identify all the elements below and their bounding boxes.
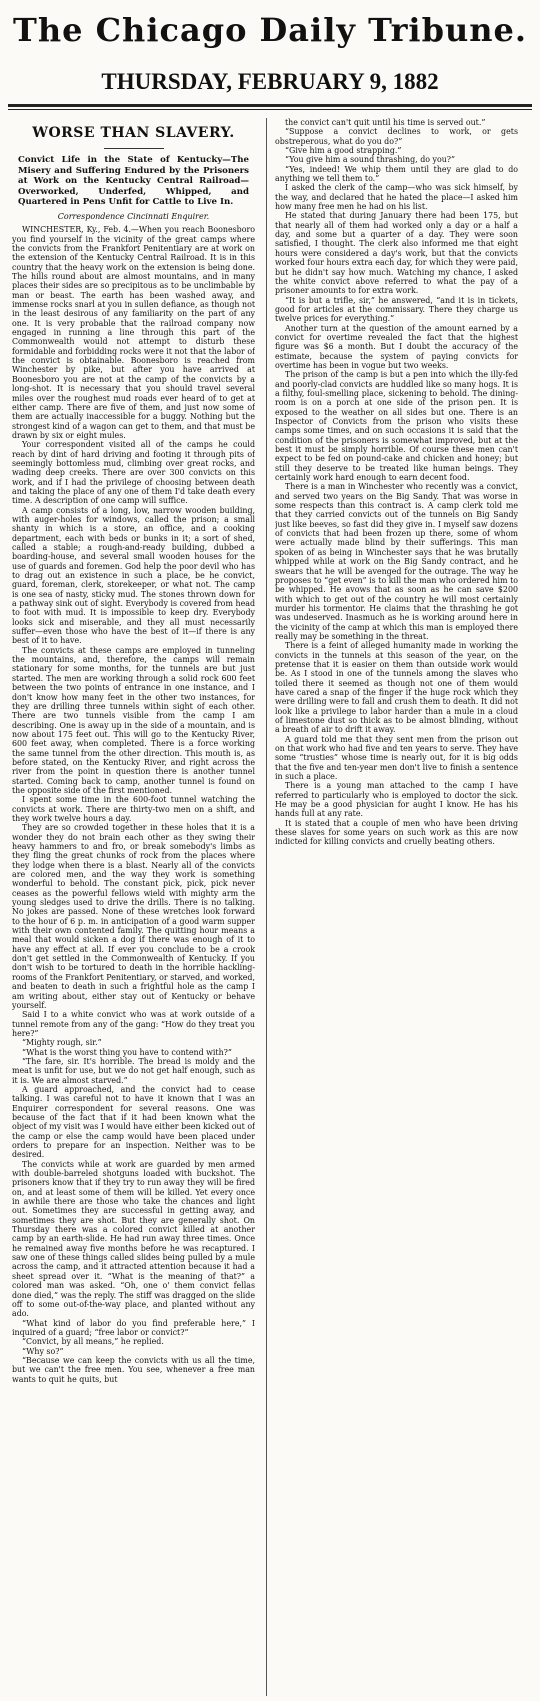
- left-column-body: [12, 225, 255, 1384]
- article-paragraph: “Mighty rough, sir.”: [22, 1038, 102, 1048]
- article-paragraph: “Convict, by all means,” he replied.: [22, 1337, 164, 1347]
- article-paragraph: A camp consists of a long, low, narrow wooden building, with auger-holes for windows, called the prison; a small shanty in which is a store, an office, and a cooking department, each with beds or bunks in it; a sort of shed, called a stable; a rough-and-ready building, dubbed a boarding-house, and several small wooden houses for the use of guards and foremen. God help the poor devil who has to drag out an existence in such a place, be he convict, guard, foreman, clerk, storekeeper, or what not. The camp is one sea of nasty, sticky mud. The stones thrown down for a pathway sink out of sight. Everybody is covered from head to foot with mud. It is impossible to keep dry. Everybody looks sick and miserable, and they all must necessarily suffer—even those who have the best of it—if there is any best of it to have.: [12, 505, 255, 646]
- headline-divider: [104, 148, 164, 149]
- column-right: [275, 118, 518, 958]
- article-paragraph: “Yes, indeed! We whip them until they are glad to do anything we tell them to.”: [275, 164, 518, 184]
- masthead-rule-thin: [8, 109, 532, 110]
- article-paragraph: WINCHESTER, Ky., Feb. 4.—When you reach Boonesboro you find yourself in the vicinity of the great camps where the convicts from the Frankfort Penitentiary are at work on the extension of the Kentucky Central Railroad. It is in this country that the heavy work on the extension is being done. The hills round about are almost mountains, and in many places their sides are so precipitous as to be unclimbable by man or beast. The earth has been washed away, and immense rocks snarl at you in sullen defiance, as though not in the least desirous of any familiarity on the part of any one. It is very probable that the railroad company now engaged in running a line through this part of the Commonwealth would not attempt to disturb these formidable and forbidding rocks were it not that the labor of the convict is obtainable. Boonesboro is reached from Winchester by pike, but after you have arrived at Boonesboro you are not at the camp of the convicts by a long-shot. It is necessary that you should travel several miles over the roughest mud roads ever heard of to get at either camp. There are five of them, and just now some of them are actually inaccessible for a buggy. Nothing but the strongest kind of a wagon can get to them, and that must be drawn by six or eight mules.: [12, 225, 255, 440]
- article-paragraph: I asked the clerk of the camp—who was sick himself, by the way, and declared that he hated the place—I asked him how many free men he had on his list.: [275, 183, 518, 212]
- article-paragraph: “It is but a trifle, sir,” he answered, “and it is in tickets, good for articles at the commissary. There they charge us twelve prices for everything.”: [275, 295, 518, 324]
- article-paragraph: “Because we can keep the convicts with us all the time, but we can't the free men. You see, whenever a free man wants to quit he quits, but: [12, 1355, 255, 1384]
- article-paragraph: “The fare, sir. It's horrible. The bread is moldy and the meat is unfit for use, but we do not get half enough, such as it is. We are almost starved.”: [12, 1056, 255, 1085]
- article-paragraph: There is a young man attached to the camp I have referred to particularly who is employed to doctor the sick. He may be a good physician for aught I know. He has his hands full at any rate.: [275, 781, 518, 819]
- article-deck: Convict Life in the State of Kentucky—The Misery and Suffering Endured by the Prisoners at Work on the Kentucky Central Railroad—Overworked, Underfed, Whipped, and Quartered in Pens Unfit for Cattle to Live In.: [18, 155, 249, 208]
- article-paragraph: The prison of the camp is but a pen into which the illy-fed and poorly-clad convicts are huddled like so many hogs. It is a filthy, foul-smelling place, sickening to behold. The dining-room is on a porch at one side of the prison pen. It is exposed to the weather on all sides but one. There is an Inspector of Convicts from the prison who visits these camps some times, and on such occasions it is said that the condition of the prisoners is somewhat improved, but at the best it must be simply horrible. Of course these men can't expect to be fed on pound-cake and chicken and honey; but still they deserve to be treated like human beings. They certainly work hard enough to earn decent food.: [275, 370, 518, 483]
- article-paragraph: I spent some time in the 600-foot tunnel watching the convicts at work. There are thirty-two men on a shift, and they work twelve hours a day.: [12, 795, 255, 823]
- article-paragraph: the convict can't quit until his time is served out.”: [285, 118, 486, 127]
- article-paragraph: Said I to a white convict who was at work outside of a tunnel remote from any of the gang: “How do they treat you here?”: [12, 1010, 255, 1038]
- article-paragraph: “Why so?”: [22, 1346, 64, 1356]
- article-paragraph: “Give him a good strapping.”: [285, 146, 402, 156]
- article-paragraph: There is a man in Winchester who recently was a convict, and served two years on the Big Sandy. That was worse in some respects than this contract is. A camp clerk told me that they carried convicts out of the tunnels on Big Sandy just like beeves, so fast did they give in. I myself saw dozens of convicts that had been frozen up there, some of whom were actually made blind by their sufferings. This man spoken of as being in Winchester says that he was brutally whipped while at work on the Big Sandy contract, and he swears that he will be avenged for the outrage. The way he proposes to “get even” is to kill the man who ordered him to be whipped. He avows that as soon as he can save $200 with which to get out of the country he will most certainly murder his tormentor. He claims that the thrashing he got was undeserved. Inasmuch as he is working around here in the vicinity of the camp at which this man is employed there really may be something in the threat.: [275, 482, 518, 641]
- article-paragraph: Another turn at the question of the amount earned by a convict for overtime revealed the fact that the highest figure was $6 a month. But I doubt the accuracy of the estimate, because the system of paying convicts for overtime has been in vogue but two weeks.: [275, 323, 518, 370]
- dateline: THURSDAY, FEBRUARY 9, 1882: [101, 69, 439, 94]
- article-paragraph: “What is the worst thing you have to contend with?”: [22, 1047, 232, 1057]
- article-credit: Correspondence Cincinnati Enquirer.: [57, 211, 210, 221]
- masthead-title: The Chicago Daily Tribune.: [13, 11, 527, 49]
- right-column-body: [275, 118, 518, 847]
- article-paragraph: “What kind of labor do you find preferable here,” I inquired of a guard; “free labor or convict?”: [12, 1318, 255, 1337]
- article-paragraph: They are so crowded together in these holes that it is a wonder they do not brain each other as they swing their heavy hammers to and fro, or break somebody's limbs as they fling the great chunks of rock from the places where they lodge when there is a blast. Nearly all of the convicts are colored men, and the way they work is something wonderful to behold. The constant pick, pick, pick never ceases as the powerful fellows wield with mighty arm the young sledges used to drive the drills. There is no talking. No jokes are passed. None of these wretches look forward to the hour of 6 p. m. in anticipation of a good warm supper with their own contented family. The quitting hour means a meal that would sicken a dog if there was enough of it to have any effect at all. If ever you conclude to be a crook don't get settled in the Commonwealth of Kentucky. If you don't wish to be tortured to death in the horrible hackling-rooms of the Frankfort Penitentiary, or starved, and worked, and beaten to death in such a frightful hole as the camp I am writing about, either stay out of Kentucky or behave yourself.: [12, 823, 255, 1010]
- article-paragraph: A guard approached, and the convict had to cease talking. I was careful not to have it known that I was an Enquirer correspondent for several reasons. One was because of the fact that if it had been known what the object of my visit was I would have either been kicked out of the camp or else the camp would have been placed under orders to prepare for an inspection. Neither was to be desired.: [12, 1084, 255, 1160]
- article-paragraph: It is stated that a couple of men who have been driving these slaves for some years on such work as this are now indicted for killing convicts and cruelly beating others.: [275, 818, 518, 847]
- article-paragraph: “You give him a sound thrashing, do you?”: [285, 155, 456, 165]
- article-paragraph: The convicts at these camps are employed in tunneling the mountains, and, therefore, the camps will remain stationary for some months, for the tunnels are but just started. The men are working through a solid rock 600 feet between the two points of entrance in one instance, and I don't know how many feet in the other two instances, for they are drilling three tunnels within sight of each other. There are two tunnels visible from the camp I am describing. One is away up in the side of a mountain, and is now about 175 feet out. This will go to the Kentucky River, 600 feet away, when completed. There is a force working the same tunnel from the other direction. This mouth is, as before stated, on the Kentucky River, and right across the river from the point in question there is another tunnel started. Coming back to camp, another tunnel is found on the opposite side of the first mentioned.: [12, 645, 255, 795]
- masthead: [0, 0, 540, 60]
- article-paragraph: Your correspondent visited all of the camps he could reach by dint of hard driving and footing it through pits of seemingly bottomless mud, climbing over great rocks, and wading deep creeks. There are over 300 convicts on this work, and if I had the privilege of choosing between death and taking the place of any one of them I'd take death every time. A description of one camp will suffice.: [12, 440, 255, 506]
- article-headline: WORSE THAN SLAVERY.: [32, 125, 235, 141]
- article-paragraph: A guard told me that they sent men from the prison out on that work who had five and ten years to serve. They have some “trusties” whose time is nearly out, for it is big odds that the five and ten-year men don't live to finish a sentence in such a place.: [275, 734, 518, 782]
- article-paragraph: He stated that during January there had been 175, but that nearly all of them had worked only a day or a half a day, and some but a quarter of a day. They were soon satisfied, I thought. The clerk also informed me that eight hours were considered a day's work, but that the convicts worked four hours extra each day, for which they were paid, but he didn't say how much. Watching my chance, I asked the white convict above referred to what the pay of a prisoner amounts to for extra work.: [275, 211, 518, 296]
- column-left: [12, 118, 255, 1696]
- masthead-rule: [8, 104, 532, 107]
- article-paragraph: There is a feint of alleged humanity made in working the convicts in the tunnels at this season of the year, on the pretense that it is easier on them than outside work would be. As I stood in one of the tunnels among the slaves who toiled there it seemed as though not one of them would have cared a snap of the finger if the huge rock which they were drilling were to fall and crush them to death. It did not look like a privilege to labor harder than a mule in a cloud of limestone dust so thick as to be almost blinding, without a breath of air to drift it away.: [275, 641, 518, 735]
- article-paragraph: The convicts while at work are guarded by men armed with double-barreled shotguns loaded with buckshot. The prisoners know that if they try to run away they will be fired on, and at least some of them will be killed. Yet every once in awhile there are those who take the chances and light out. Sometimes they are successful in getting away, and sometimes they are shot. But they are generally shot. On Thursday there was a colored convict killed at another camp by an earth-slide. He had run away three times. Once he remained away five months before he was recaptured. I saw one of these things called slides being pulled by a mule across the camp, and it attracted attention because it had a sheet spread over it. “What is the meaning of that?” a colored man was asked. “Oh, one o' them convict fellas done died,” was the reply. The stiff was dragged on the slide off to some out-of-the-way place, and planted without any ado.: [12, 1159, 255, 1319]
- article-paragraph: “Suppose a convict declines to work, or gets obstreperous, what do you do?”: [275, 127, 518, 146]
- column-divider: [266, 118, 267, 1696]
